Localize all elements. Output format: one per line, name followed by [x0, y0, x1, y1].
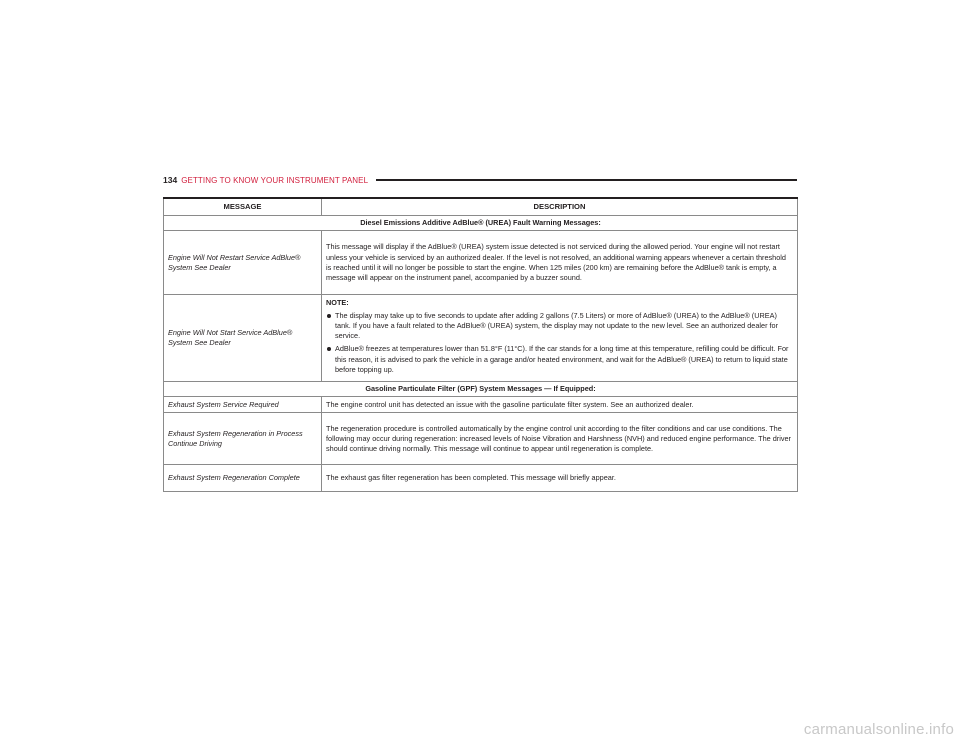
message-description: The engine control unit has detected an issue with the gasoline particulate filter system. See an authorized dealer. — [322, 397, 798, 413]
page-header — [163, 171, 797, 189]
bullet-text: The display may take up to five seconds to update after adding 2 gallons (7.5 Liters) or more of AdBlue® (UREA) to the AdBlue® (UREA) tank. If you have a fault related to the AdBlue® (UREA) system, the display may not update to the new level. See an authorized dealer for service. — [335, 310, 779, 341]
message-description: The exhaust gas filter regeneration has been completed. This message will briefly appear. — [322, 465, 798, 492]
table-header-row — [164, 198, 798, 216]
bullet-icon — [327, 347, 331, 351]
message-name: Engine Will Not Start Service AdBlue® System See Dealer — [164, 295, 322, 382]
watermark: carmanualsonline.info — [803, 721, 954, 738]
section-heading-gpf: Gasoline Particulate Filter (GPF) System Messages — If Equipped: — [164, 382, 798, 397]
message-description: The regeneration procedure is controlled automatically by the engine control unit according to the filter conditions and car use conditions. The following may occur during regeneration: increased levels of Noise Vibration and Harshness (NVH) and reduced engine performance. The driver should continue driving normally. This message will continue to appear until regeneration is complete. — [322, 413, 798, 465]
section-row — [164, 382, 798, 397]
bullet-text: AdBlue® freezes at temperatures lower than 51.8°F (11°C). If the car stands for a long time at this temperature, refilling could be difficult. For this reason, it is advised to park the vehicle in a garage and/or heated environment, and wait for the AdBlue® (UREA) to return to liquid state before topping up. — [335, 344, 789, 374]
col-header-message: MESSAGE — [164, 198, 322, 216]
table-row — [164, 231, 798, 295]
note-bullet — [326, 344, 793, 375]
table-row — [164, 295, 798, 382]
message-description — [322, 295, 798, 382]
message-description: This message will display if the AdBlue® (UREA) system issue detected is not serviced during the allowed period. Your engine will not restart unless your vehicle is serviced by an authorized dealer. If the level is not resolved, an additional warning appears whenever a certain threshold is reached until it will no longer be possible to start the engine. When 125 miles (200 km) are remaining before the AdBlue® tank is empty, a message will appear on the instrument panel, accompanied by a buzzer sound. — [322, 231, 798, 295]
message-name: Engine Will Not Restart Service AdBlue® System See Dealer — [164, 231, 322, 295]
table-row — [164, 413, 798, 465]
message-name: Exhaust System Regeneration in Process Continue Driving — [164, 413, 322, 465]
section-heading-adblue: Diesel Emissions Additive AdBlue® (UREA) Fault Warning Messages: — [164, 216, 798, 231]
message-name: Exhaust System Service Required — [164, 397, 322, 413]
col-header-description: DESCRIPTION — [322, 198, 798, 216]
bullet-icon — [327, 314, 331, 318]
note-title: NOTE: — [326, 298, 349, 308]
note-bullets — [326, 311, 793, 375]
table-row — [164, 465, 798, 492]
messages-table — [163, 197, 798, 492]
section-row — [164, 216, 798, 231]
table-row — [164, 397, 798, 413]
page-number: 134 — [163, 175, 178, 185]
note-bullet — [326, 311, 793, 342]
message-name: Exhaust System Regeneration Complete — [164, 465, 322, 492]
section-title: GETTING TO KNOW YOUR INSTRUMENT PANEL — [181, 175, 369, 185]
header-rule — [376, 179, 797, 182]
